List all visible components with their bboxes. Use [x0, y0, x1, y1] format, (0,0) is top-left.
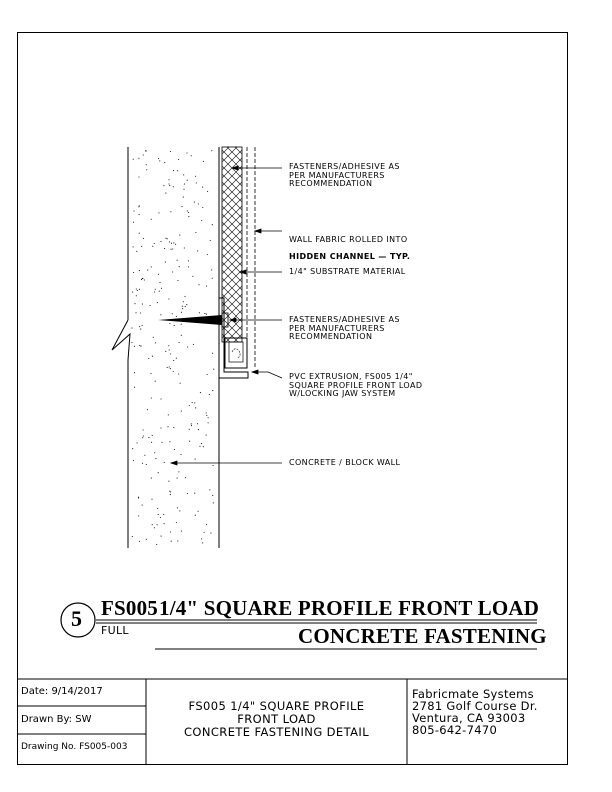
- concrete-stipple-dot: [174, 449, 175, 450]
- callout-substrate: 1/4" SUBSTRATE MATERIAL: [289, 267, 406, 276]
- concrete-stipple-dot: [187, 180, 188, 181]
- concrete-stipple-dot: [177, 280, 178, 281]
- concrete-stipple-dot: [144, 279, 145, 280]
- concrete-stipple-dot: [143, 429, 144, 430]
- concrete-stipple-dot: [133, 460, 134, 461]
- title-line1: 1/4" SQUARE PROFILE FRONT LOAD: [159, 596, 540, 620]
- concrete-stipple-dot: [181, 312, 182, 313]
- concrete-stipple-dot: [141, 246, 142, 247]
- concrete-stipple-dot: [189, 405, 190, 406]
- concrete-stipple-dot: [142, 278, 143, 279]
- concrete-stipple-dot: [133, 159, 134, 160]
- concrete-stipple-dot: [198, 284, 199, 285]
- concrete-stipple-dot: [139, 270, 140, 271]
- concrete-stipple-dot: [194, 402, 195, 403]
- concrete-stipple-dot: [165, 262, 166, 263]
- callout-concrete: CONCRETE / BLOCK WALL: [289, 458, 401, 467]
- concrete-stipple-dot: [178, 373, 179, 374]
- concrete-wall: [112, 147, 219, 548]
- concrete-stipple-dot: [143, 435, 144, 436]
- concrete-stipple-dot: [194, 202, 195, 203]
- callout-wall-fabric-line2: HIDDEN CHANNEL — TYP.: [289, 251, 411, 261]
- concrete-stipple-dot: [198, 511, 199, 512]
- concrete-stipple-dot: [177, 507, 178, 508]
- concrete-stipple-dot: [140, 346, 141, 347]
- concrete-stipple-dot: [182, 308, 183, 309]
- concrete-stipple-dot: [146, 464, 147, 465]
- concrete-stipple-dot: [187, 210, 188, 211]
- concrete-stipple-dot: [170, 531, 171, 532]
- concrete-stipple-dot: [173, 186, 174, 187]
- concrete-stipple-dot: [200, 392, 201, 393]
- callout-fasteners-top: FASTENERS/ADHESIVE AS PER MANUFACTURERS RECOMMENDATION: [289, 162, 400, 188]
- concrete-stipple-dot: [191, 425, 192, 426]
- concrete-stipple-dot: [144, 455, 145, 456]
- concrete-stipple-dot: [184, 247, 185, 248]
- title-line2: CONCRETE FASTENING: [298, 624, 547, 648]
- concrete-stipple-dot: [194, 493, 195, 494]
- concrete-stipple-dot: [213, 465, 214, 466]
- concrete-stipple-dot: [154, 452, 155, 453]
- concrete-stipple-dot: [143, 154, 144, 155]
- tb-date: Date: 9/14/2017: [21, 686, 103, 697]
- concrete-stipple-dot: [132, 536, 133, 537]
- concrete-stipple-dot: [179, 342, 180, 343]
- concrete-stipple-dot: [187, 346, 188, 347]
- concrete-stipple-dot: [139, 541, 140, 542]
- concrete-stipple-dot: [170, 491, 171, 492]
- concrete-stipple-dot: [139, 326, 140, 327]
- concrete-stipple-dot: [167, 426, 168, 427]
- tb-company-info: [412, 688, 538, 736]
- concrete-stipple-dot: [211, 150, 212, 151]
- concrete-stipple-dot: [168, 298, 169, 299]
- concrete-stipple-dot: [170, 151, 171, 152]
- concrete-stipple-dot: [131, 327, 132, 328]
- concrete-stipple-dot: [132, 292, 133, 293]
- concrete-stipple-dot: [177, 540, 178, 541]
- concrete-stipple-dot: [164, 162, 165, 163]
- concrete-stipple-dot: [170, 494, 171, 495]
- concrete-stipple-dot: [188, 216, 189, 217]
- concrete-stipple-dot: [197, 423, 198, 424]
- concrete-stipple-dot: [175, 244, 176, 245]
- concrete-stipple-dot: [155, 342, 156, 343]
- concrete-stipple-dot: [171, 541, 172, 542]
- concrete-stipple-dot: [206, 435, 207, 436]
- concrete-stipple-dot: [202, 187, 203, 188]
- concrete-stipple-dot: [138, 497, 139, 498]
- tb-company: Fabricmate Systems: [412, 687, 534, 701]
- concrete-stipple-dot: [148, 358, 149, 359]
- concrete-stipple-dot: [183, 174, 184, 175]
- concrete-stipple-dot: [179, 235, 180, 236]
- concrete-stipple-dot: [161, 288, 162, 289]
- concrete-stipple-dot: [178, 471, 179, 472]
- concrete-stipple-dot: [170, 211, 171, 212]
- concrete-stipple-dot: [139, 345, 140, 346]
- concrete-stipple-dot: [206, 415, 207, 416]
- concrete-stipple-dot: [165, 238, 166, 239]
- concrete-stipple-dot: [189, 429, 190, 430]
- concrete-stipple-dot: [204, 532, 205, 533]
- concrete-stipple-dot: [203, 446, 204, 447]
- concrete-stipple-dot: [151, 266, 152, 267]
- concrete-stipple-dot: [168, 345, 169, 346]
- concrete-stipple-dot: [206, 412, 207, 413]
- concrete-stipple-dot: [180, 383, 181, 384]
- concrete-stipple-dot: [179, 510, 180, 511]
- concrete-stipple-dot: [208, 417, 209, 418]
- callout-wall-fabric-line1: WALL FABRIC ROLLED INTO: [289, 234, 408, 244]
- concrete-stipple-dot: [213, 369, 214, 370]
- concrete-stipple-dot: [209, 394, 210, 395]
- concrete-stipple-dot: [140, 312, 141, 313]
- concrete-stipple-dot: [167, 238, 168, 239]
- concrete-stipple-dot: [172, 313, 173, 314]
- concrete-stipple-dot: [212, 495, 213, 496]
- concrete-stipple-dot: [169, 491, 170, 492]
- concrete-stipple-dot: [181, 531, 182, 532]
- concrete-stipple-dot: [151, 442, 152, 443]
- concrete-stipple-dot: [134, 346, 135, 347]
- concrete-stipple-dot: [152, 246, 153, 247]
- concrete-stipple-dot: [188, 212, 189, 213]
- concrete-stipple-dot: [183, 301, 184, 302]
- concrete-stipple-dot: [164, 248, 165, 249]
- concrete-stipple-dot: [142, 437, 143, 438]
- concrete-stipple-dot: [136, 288, 137, 289]
- concrete-stipple-dot: [185, 306, 186, 307]
- concrete-stipple-dot: [171, 243, 172, 244]
- concrete-stipple-dot: [142, 325, 143, 326]
- concrete-stipple-dot: [155, 289, 156, 290]
- concrete-stipple-dot: [169, 185, 170, 186]
- concrete-stipple-dot: [183, 197, 184, 198]
- concrete-stipple-dot: [186, 304, 187, 305]
- concrete-stipple-dot: [169, 323, 170, 324]
- concrete-stipple-dot: [170, 353, 171, 354]
- concrete-stipple-dot: [184, 296, 185, 297]
- concrete-stipple-dot: [153, 337, 154, 338]
- concrete-stipple-dot: [155, 381, 156, 382]
- concrete-stipple-dot: [169, 183, 170, 184]
- concrete-stipple-dot: [207, 191, 208, 192]
- concrete-stipple-dot: [138, 158, 139, 159]
- concrete-stipple-dot: [191, 423, 192, 424]
- concrete-stipple-dot: [148, 437, 149, 438]
- concrete-stipple-dot: [138, 515, 139, 516]
- concrete-stipple-dot: [147, 270, 148, 271]
- concrete-stipple-dot: [136, 251, 137, 252]
- concrete-stipple-dot: [142, 463, 143, 464]
- concrete-stipple-dot: [160, 241, 161, 242]
- concrete-stipple-dot: [211, 269, 212, 270]
- concrete-stipple-dot: [147, 409, 148, 410]
- concrete-stipple-dot: [172, 271, 173, 272]
- concrete-stipple-dot: [152, 435, 153, 436]
- concrete-stipple-dot: [164, 523, 165, 524]
- concrete-stipple-dot: [154, 527, 155, 528]
- concrete-stipple-dot: [196, 182, 197, 183]
- concrete-stipple-dot: [146, 164, 147, 165]
- concrete-stipple-dot: [195, 232, 196, 233]
- concrete-stipple-dot: [150, 373, 151, 374]
- concrete-stipple-dot: [173, 427, 174, 428]
- concrete-stipple-dot: [207, 374, 208, 375]
- callout-wall-fabric: [289, 227, 410, 261]
- concrete-stipple-dot: [209, 489, 210, 490]
- concrete-stipple-dot: [134, 303, 135, 304]
- concrete-stipple-dot: [140, 329, 141, 330]
- tb-phone: 805-642-7470: [412, 723, 498, 737]
- concrete-stipple-dot: [159, 282, 160, 283]
- concrete-stipple-dot: [178, 159, 179, 160]
- tb-address2: Ventura, CA 93003: [412, 711, 526, 725]
- concrete-stipple-dot: [180, 454, 181, 455]
- concrete-stipple-dot: [152, 524, 153, 525]
- concrete-stipple-dot: [199, 446, 200, 447]
- concrete-stipple-dot: [139, 214, 140, 215]
- concrete-stipple-dot: [165, 351, 166, 352]
- concrete-stipple-dot: [168, 179, 169, 180]
- concrete-stipple-dot: [133, 222, 134, 223]
- concrete-stipple-dot: [136, 295, 137, 296]
- concrete-stipple-dot: [188, 260, 189, 261]
- fastener: [158, 313, 228, 327]
- concrete-stipple-dot: [193, 344, 194, 345]
- concrete-stipple-dot: [156, 544, 157, 545]
- concrete-stipple-dot: [151, 478, 152, 479]
- concrete-stipple-dot: [177, 260, 178, 261]
- concrete-stipple-dot: [163, 185, 164, 186]
- concrete-stipple-dot: [172, 248, 173, 249]
- concrete-stipple-dot: [167, 367, 168, 368]
- concrete-stipple-dot: [192, 276, 193, 277]
- concrete-stipple-dot: [141, 279, 142, 280]
- concrete-stipple-dot: [152, 356, 153, 357]
- concrete-stipple-dot: [139, 233, 140, 234]
- concrete-stipple-dot: [197, 250, 198, 251]
- concrete-stipple-dot: [137, 290, 138, 291]
- concrete-stipple-dot: [187, 493, 188, 494]
- scale-label: FULL: [101, 624, 129, 637]
- concrete-stipple-dot: [199, 312, 200, 313]
- concrete-stipple-dot: [143, 238, 144, 239]
- concrete-stipple-dot: [168, 481, 169, 482]
- concrete-stipple-dot: [206, 314, 207, 315]
- concrete-stipple-dot: [154, 291, 155, 292]
- concrete-stipple-dot: [139, 289, 140, 290]
- concrete-stipple-dot: [158, 514, 159, 515]
- concrete-stipple-dot: [204, 313, 205, 314]
- concrete-stipple-dot: [188, 266, 189, 267]
- concrete-stipple-dot: [131, 342, 132, 343]
- concrete-stipple-dot: [177, 478, 178, 479]
- concrete-stipple-dot: [176, 316, 177, 317]
- concrete-stipple-dot: [195, 176, 196, 177]
- concrete-stipple-dot: [161, 442, 162, 443]
- concrete-stipple-dot: [161, 536, 162, 537]
- concrete-stipple-dot: [176, 358, 177, 359]
- concrete-stipple-dot: [133, 272, 134, 273]
- concrete-stipple-dot: [181, 411, 182, 412]
- concrete-stipple-dot: [160, 314, 161, 315]
- concrete-stipple-dot: [171, 249, 172, 250]
- concrete-stipple-dot: [164, 462, 165, 463]
- callout-fasteners-bottom: FASTENERS/ADHESIVE AS PER MANUFACTURERS RECOMMENDATION: [289, 315, 400, 341]
- concrete-stipple-dot: [177, 170, 178, 171]
- concrete-stipple-dot: [203, 161, 204, 162]
- concrete-stipple-dot: [133, 246, 134, 247]
- concrete-stipple-dot: [151, 219, 152, 220]
- concrete-stipple-dot: [135, 312, 136, 313]
- concrete-stipple-dot: [212, 390, 213, 391]
- concrete-stipple-dot: [184, 184, 185, 185]
- concrete-stipple-dot: [138, 206, 139, 207]
- concrete-stipple-dot: [155, 458, 156, 459]
- concrete-stipple-dot: [201, 443, 202, 444]
- concrete-stipple-dot: [201, 220, 202, 221]
- concrete-stipple-dot: [202, 207, 203, 208]
- concrete-stipple-dot: [134, 372, 135, 373]
- detail-number: 5: [71, 606, 82, 631]
- concrete-stipple-dot: [170, 368, 171, 369]
- concrete-stipple-dot: [169, 441, 170, 442]
- concrete-stipple-dot: [176, 522, 177, 523]
- concrete-stipple-dot: [206, 524, 207, 525]
- concrete-stipple-dot: [174, 325, 175, 326]
- concrete-stipple-dot: [181, 324, 182, 325]
- concrete-stipple-dot: [207, 254, 208, 255]
- concrete-stipple-dot: [163, 514, 164, 515]
- concrete-stipple-dot: [137, 442, 138, 443]
- concrete-stipple-dot: [146, 169, 147, 170]
- concrete-stipple-dot: [195, 515, 196, 516]
- concrete-stipple-dot: [212, 278, 213, 279]
- concrete-stipple-dot: [146, 539, 147, 540]
- concrete-stipple-dot: [159, 291, 160, 292]
- concrete-stipple-dot: [151, 499, 152, 500]
- concrete-stipple-dot: [158, 274, 159, 275]
- concrete-stipple-dot: [169, 241, 170, 242]
- concrete-stipple-dot: [198, 203, 199, 204]
- concrete-stipple-dot: [133, 210, 134, 211]
- concrete-stipple-dot: [198, 429, 199, 430]
- concrete-stipple-dot: [158, 212, 159, 213]
- concrete-stipple-dot: [181, 335, 182, 336]
- concrete-stipple-dot: [132, 448, 133, 449]
- concrete-stipple-dot: [179, 266, 180, 267]
- concrete-stipple-dot: [202, 542, 203, 543]
- wall-fabric: [247, 147, 255, 368]
- concrete-stipple-dot: [160, 517, 161, 518]
- concrete-stipple-dot: [210, 533, 211, 534]
- concrete-stipple-dot: [183, 189, 184, 190]
- concrete-stipple-dot: [165, 193, 166, 194]
- concrete-stipple-dot: [212, 224, 213, 225]
- concrete-stipple-dot: [151, 397, 152, 398]
- concrete-stipple-dot: [169, 349, 170, 350]
- concrete-stipple-dot: [206, 286, 207, 287]
- concrete-stipple-dot: [160, 427, 161, 428]
- tb-drawing-no: Drawing No. FS005-003: [21, 742, 128, 752]
- tb-description: FS005 1/4" SQUARE PROFILE FRONT LOAD CONCRETE FASTENING DETAIL: [183, 699, 369, 739]
- concrete-stipple-dot: [145, 151, 146, 152]
- concrete-stipple-dot: [157, 302, 158, 303]
- concrete-stipple-dot: [201, 538, 202, 539]
- concrete-stipple-dot: [157, 524, 158, 525]
- concrete-stipple-dot: [213, 502, 214, 503]
- concrete-stipple-dot: [185, 477, 186, 478]
- concrete-stipple-dot: [168, 414, 169, 415]
- concrete-stipple-dot: [212, 353, 213, 354]
- concrete-stipple-dot: [210, 240, 211, 241]
- concrete-stipple-dot: [158, 472, 159, 473]
- concrete-stipple-dot: [186, 152, 187, 153]
- concrete-stipple-dot: [169, 366, 170, 367]
- concrete-stipple-dot: [158, 158, 159, 159]
- concrete-stipple-dot: [160, 398, 161, 399]
- concrete-stipple-dot: [173, 371, 174, 372]
- concrete-stipple-dot: [157, 508, 158, 509]
- concrete-stipple-dot: [134, 387, 135, 388]
- concrete-stipple-dot: [195, 407, 196, 408]
- concrete-stipple-dot: [208, 422, 209, 423]
- concrete-stipple-dot: [150, 305, 151, 306]
- concrete-stipple-dot: [182, 306, 183, 307]
- callout-pvc-extrusion: PVC EXTRUSION, FS005 1/4" SQUARE PROFILE FRONT LOAD W/LOCKING JAW SYSTEM: [289, 372, 423, 398]
- concrete-stipple-dot: [142, 304, 143, 305]
- concrete-stipple-dot: [195, 459, 196, 460]
- concrete-stipple-dot: [159, 160, 160, 161]
- tb-address1: 2781 Golf Course Dr.: [412, 699, 538, 713]
- concrete-stipple-dot: [192, 402, 193, 403]
- concrete-stipple-dot: [173, 170, 174, 171]
- concrete-stipple-dot: [142, 505, 143, 506]
- title-code: FS005: [101, 596, 159, 620]
- concrete-stipple-dot: [138, 176, 139, 177]
- concrete-stipple-dot: [154, 243, 155, 244]
- concrete-stipple-dot: [173, 242, 174, 243]
- concrete-stipple-dot: [181, 206, 182, 207]
- concrete-stipple-dot: [173, 360, 174, 361]
- tb-drawn-by: Drawn By: SW: [21, 714, 92, 725]
- concrete-stipple-dot: [189, 441, 190, 442]
- concrete-stipple-dot: [191, 155, 192, 156]
